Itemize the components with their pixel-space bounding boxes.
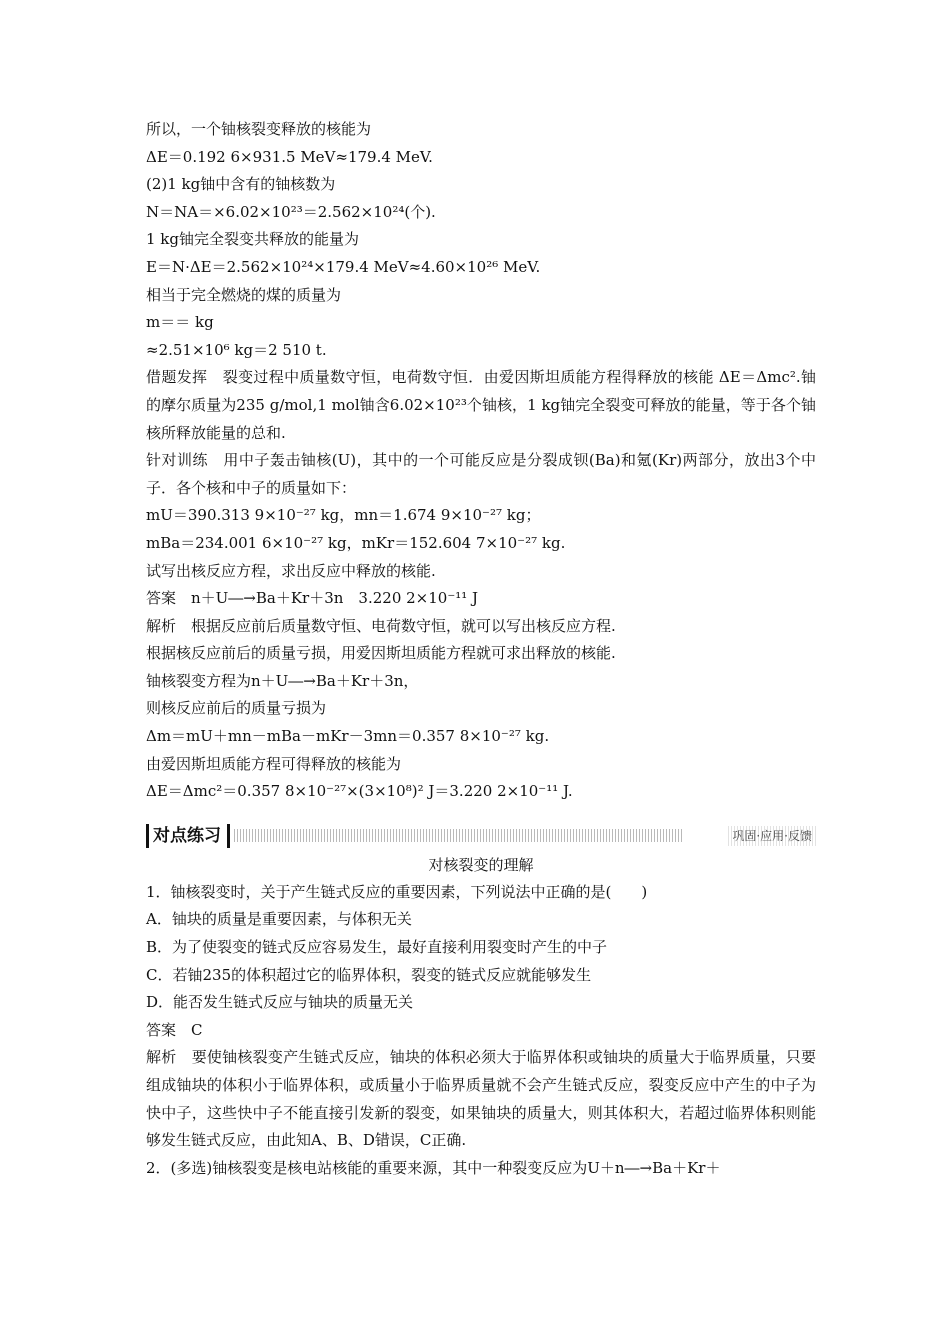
text-line: 1 kg铀完全裂变共释放的能量为 (146, 230, 360, 249)
answer-line: 答案 n＋U―→Ba＋Kr＋3n 3.220 2×10⁻¹¹ J (146, 589, 479, 608)
mass-line: mBa＝234.001 6×10⁻²⁷ kg，mKr＝152.604 7×10⁻²⁷ kg. (146, 533, 566, 552)
document-page (146, 116, 816, 1182)
formula-line: E＝N·ΔE＝2.562×10²⁴×179.4 MeV≈4.60×10²⁶ MeV. (146, 257, 541, 276)
option-a: A．铀块的质量是重要因素，与体积无关 (146, 910, 412, 929)
text-line: 所以，一个铀核裂变释放的核能为 (146, 120, 372, 138)
text-line: 相当于完全燃烧的煤的质量为 (146, 285, 342, 304)
answer-line: 答案 C (146, 1020, 203, 1039)
mass-line: mU＝390.313 9×10⁻²⁷ kg，mn＝1.674 9×10⁻²⁷ kg； (146, 506, 541, 525)
option-c: C．若铀235的体积超过它的临界体积，裂变的链式反应就能够发生 (146, 965, 592, 984)
analysis-paragraph: 解析 要使铀核裂变产生链式反应，铀块的体积必须大于临界体积或铀块的质量大于临界质量，只要组成铀块的体积小于临界体积，或质量小于临界质量就不会产生链式反应，裂变反应中产生的中子为快中子，这些快中子不能直接引发新的裂变，如果铀块的质量大，则其体积大，若超过临界体积则能够发生链式反应，由此知A、B、D错误，C正确. (146, 1048, 816, 1150)
section-title: 对点练习 (146, 824, 230, 848)
formula-line: ≈2.51×10⁶ kg＝2 510 t. (146, 340, 327, 359)
solution-block (146, 116, 816, 364)
formula-line: N＝NA＝×6.02×10²³＝2.562×10²⁴(个). (146, 202, 436, 221)
question-stem: 1．铀核裂变时，关于产生链式反应的重要因素，下列说法中正确的是( ) (146, 882, 648, 901)
question-1 (146, 879, 816, 1155)
section-header (146, 824, 816, 850)
text-line: (2)1 kg铀中含有的铀核数为 (146, 175, 336, 194)
formula-line: m＝＝ kg (146, 313, 214, 332)
tip-paragraph: 借题发挥 裂变过程中质量数守恒，电荷数守恒．由爱因斯坦质能方程得释放的核能 ΔE＝Δmc².铀的摩尔质量为235 g/mol,1 mol铀含6.02×10²³个铀核，1 kg铀完全裂变可释放的能量，等于各个铀核所释放能量的总和. (146, 368, 816, 442)
training-solution (146, 502, 816, 806)
section-divider (234, 829, 684, 842)
formula-line: ΔE＝0.192 6×931.5 MeV≈179.4 MeV. (146, 147, 433, 166)
option-b: B．为了使裂变的链式反应容易发生，最好直接利用裂变时产生的中子 (146, 938, 608, 957)
analysis-line: 根据核反应前后的质量亏损，用爱因斯坦质能方程就可求出释放的核能. (146, 644, 616, 663)
text-line: 则核反应前后的质量亏损为 (146, 699, 327, 718)
formula-line: Δm＝mU＋mn－mBa－mKr－3mn＝0.357 8×10⁻²⁷ kg. (146, 727, 550, 746)
subheading: 对核裂变的理解 (428, 855, 534, 874)
training-paragraph: 针对训练 用中子轰击铀核(U)，其中的一个可能反应是分裂成钡(Ba)和氪(Kr)两部分，放出3个中子．各个核和中子的质量如下： (146, 451, 816, 497)
formula-line: 铀核裂变方程为n＋U―→Ba＋Kr＋3n， (146, 671, 419, 690)
text-line: 由爱因斯坦质能方程可得释放的核能为 (146, 754, 402, 773)
formula-line: ΔE＝Δmc²＝0.357 8×10⁻²⁷×(3×10⁸)² J＝3.220 2×10⁻¹¹ J. (146, 782, 573, 801)
question-line: 试写出核反应方程，求出反应中释放的核能. (146, 561, 436, 580)
question-2-stem: 2．(多选)铀核裂变是核电站核能的重要来源，其中一种裂变反应为U＋n―→Ba＋Kr＋ (146, 1158, 721, 1177)
section-right-label: 巩固·应用·反馈 (728, 826, 816, 846)
analysis-line: 解析 根据反应前后质量数守恒、电荷数守恒，就可以写出核反应方程. (146, 616, 616, 635)
option-d: D．能否发生链式反应与铀块的质量无关 (146, 993, 414, 1012)
